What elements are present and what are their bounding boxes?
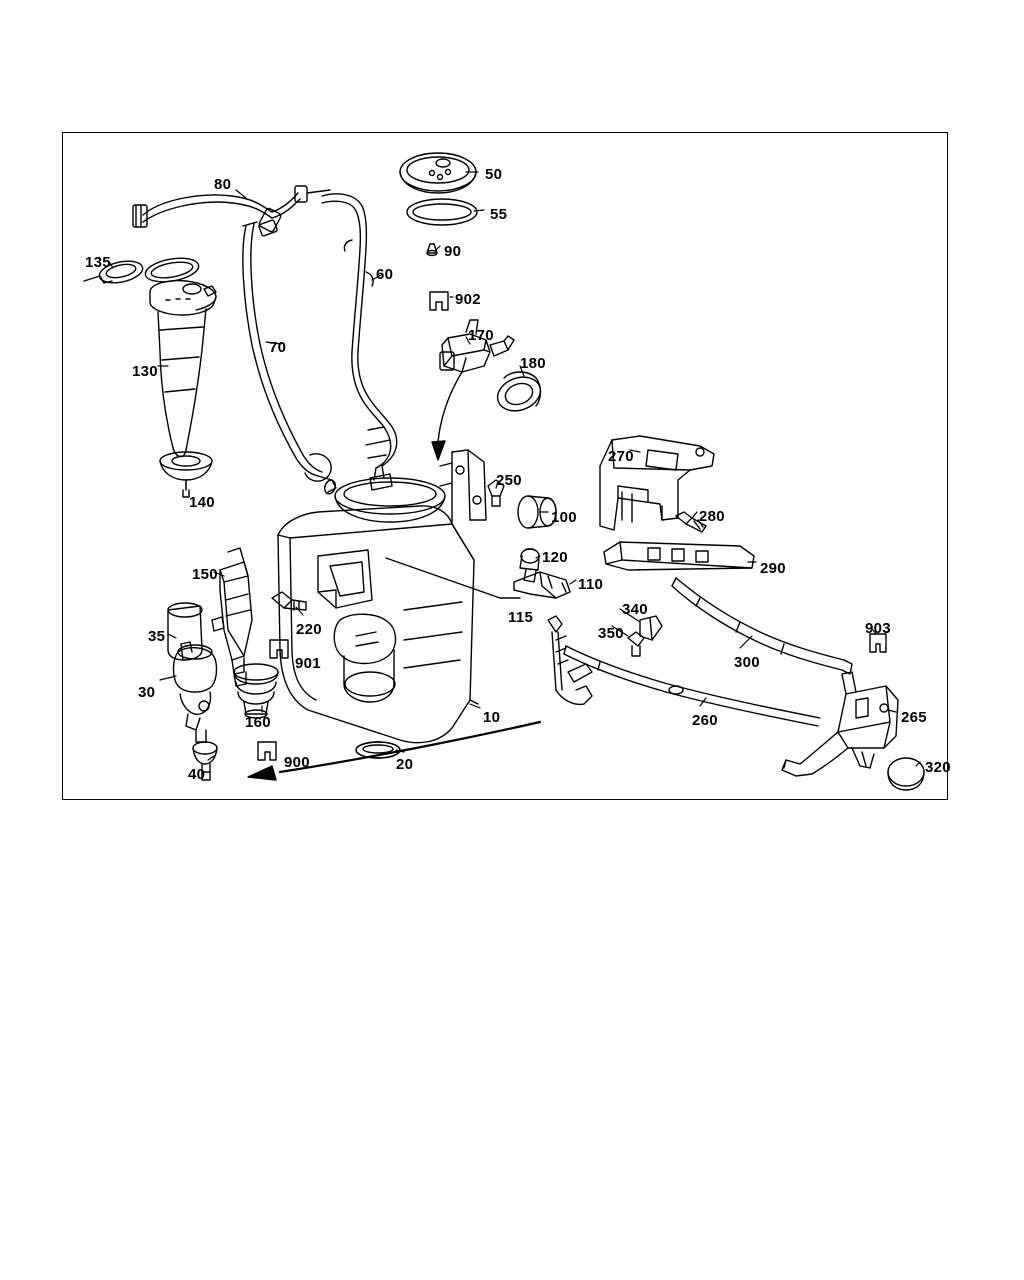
callout-260: 260 xyxy=(692,712,718,729)
callout-350: 350 xyxy=(598,625,624,642)
callout-120: 120 xyxy=(542,549,568,566)
callout-80: 80 xyxy=(214,176,232,193)
callout-150: 150 xyxy=(192,566,218,583)
callout-220: 220 xyxy=(296,621,322,638)
callout-320: 320 xyxy=(925,759,951,776)
callout-90: 90 xyxy=(444,243,462,260)
callout-20: 20 xyxy=(396,756,414,773)
callout-140: 140 xyxy=(189,494,215,511)
callout-270: 270 xyxy=(608,448,634,465)
callout-40: 40 xyxy=(188,766,206,783)
callout-30: 30 xyxy=(138,684,156,701)
diagram-frame xyxy=(62,132,948,800)
callout-50: 50 xyxy=(485,166,503,183)
callout-900: 900 xyxy=(284,754,310,771)
callout-180: 180 xyxy=(520,355,546,372)
callout-135: 135 xyxy=(85,254,111,271)
callout-170: 170 xyxy=(468,327,494,344)
callout-290: 290 xyxy=(760,560,786,577)
callout-55: 55 xyxy=(490,206,508,223)
callout-60: 60 xyxy=(376,266,394,283)
callout-70: 70 xyxy=(269,339,287,356)
callout-300: 300 xyxy=(734,654,760,671)
callout-100: 100 xyxy=(551,509,577,526)
callout-901: 901 xyxy=(295,655,321,672)
callout-10: 10 xyxy=(483,709,501,726)
callout-35: 35 xyxy=(148,628,166,645)
callout-903: 903 xyxy=(865,620,891,637)
callout-160: 160 xyxy=(245,714,271,731)
callout-115: 115 xyxy=(508,609,534,626)
callout-265: 265 xyxy=(901,709,927,726)
callout-130: 130 xyxy=(132,363,158,380)
callout-902: 902 xyxy=(455,291,481,308)
callout-110: 110 xyxy=(578,576,604,593)
callout-250: 250 xyxy=(496,472,522,489)
callout-280: 280 xyxy=(699,508,725,525)
callout-340: 340 xyxy=(622,601,648,618)
